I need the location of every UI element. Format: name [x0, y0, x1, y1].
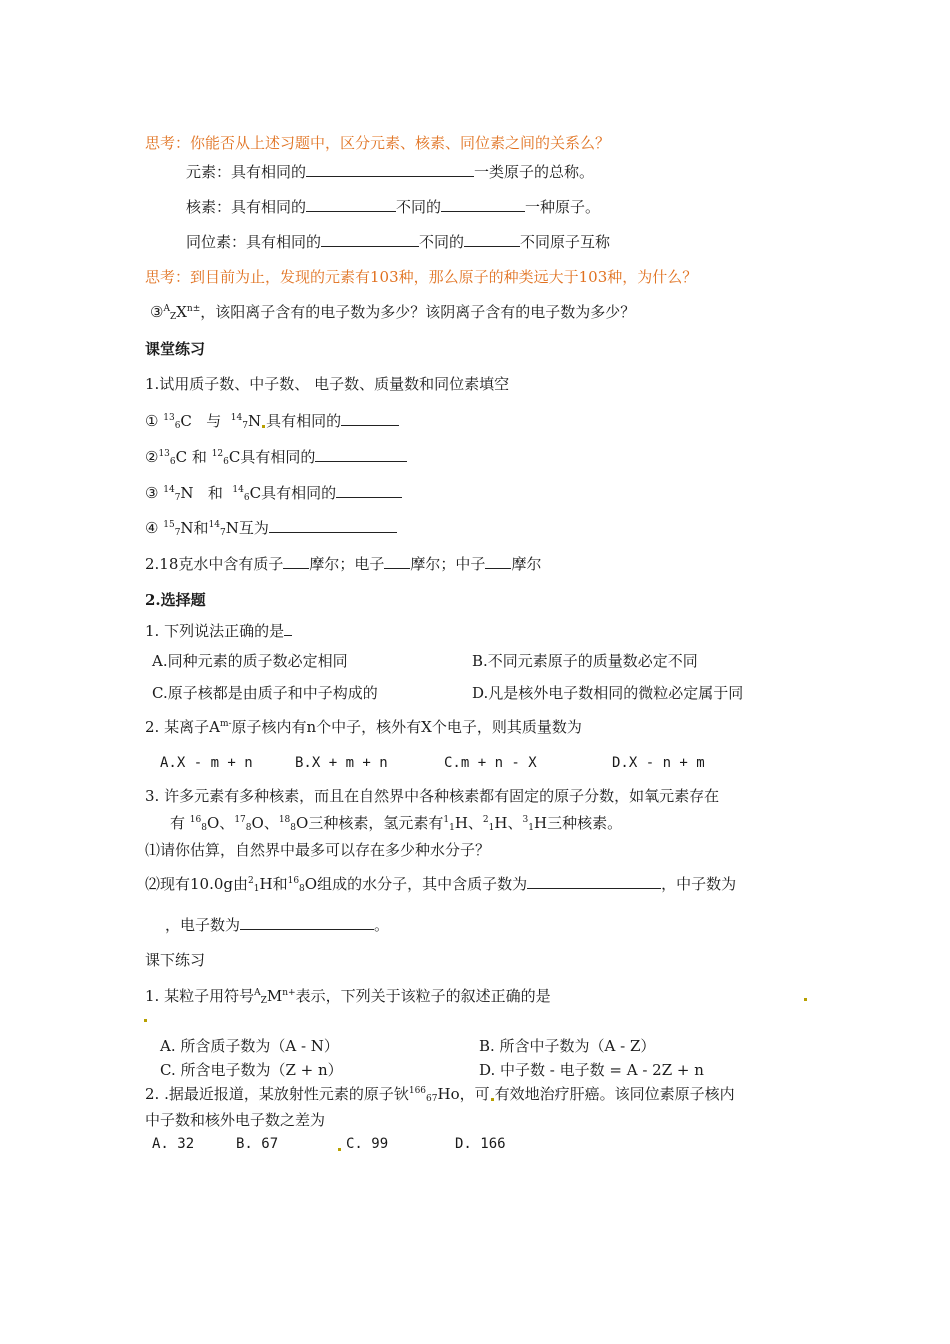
stray-mark — [338, 1148, 341, 1151]
fill-blank[interactable] — [284, 620, 292, 636]
fill-blank[interactable] — [283, 553, 309, 569]
exercise-1-item-4: ④ $^{15}_7$N和$^{14}_7$N互为 — [145, 517, 397, 538]
think-question-2: 思考：到目前为止，发现的元素有103种，那么原子的种类远大于103种，为什么？ — [145, 268, 698, 286]
fill-blank[interactable] — [321, 231, 419, 247]
homework-2-option-b[interactable]: B. 67 — [236, 1136, 279, 1152]
fill-blank[interactable] — [384, 553, 410, 569]
stray-mark — [804, 998, 807, 1001]
choice-3-line-1: 3. 许多元素有多种核素，而且在自然界中各种核素都有固定的原子分数，如氧元素存在 — [145, 787, 720, 805]
think-question-1: 思考：你能否从上述习题中，区分元素、核素、同位素之间的关系么？ — [145, 134, 611, 152]
fill-blank[interactable] — [306, 196, 396, 212]
choice-2-option-b[interactable]: B.X + m + n — [295, 755, 388, 771]
homework-1-option-a[interactable]: A. 所含质子数为（A - N） — [160, 1037, 339, 1055]
exercise-1-item-2: ②$^{13}_6$C 和 $^{12}_6$C具有相同的 — [145, 446, 407, 467]
homework-2-option-d[interactable]: D. 166 — [455, 1136, 506, 1152]
choice-1-option-c[interactable]: C.原子核都是由质子和中子构成的 — [152, 684, 378, 702]
homework-2-line-2: 中子数和核外电子数之差为 — [145, 1111, 326, 1129]
choice-3-part-1: ⑴请你估算，自然界中最多可以存在多少种水分子？ — [145, 841, 491, 859]
fill-blank[interactable] — [485, 553, 511, 569]
fill-blank[interactable] — [240, 914, 374, 930]
homework-1-option-b[interactable]: B. 所含中子数为（A - Z） — [479, 1037, 656, 1055]
fill-blank[interactable] — [464, 231, 520, 247]
choice-1-option-a[interactable]: A.同种元素的质子数必定相同 — [152, 652, 348, 670]
exercise-1-item-3: ③ $^{14}_7$N 和 $^{14}_6$C具有相同的 — [145, 482, 402, 503]
choice-2-option-c[interactable]: C.m + n - X — [444, 755, 537, 771]
choice-1-option-d[interactable]: D.凡是核外电子数相同的微粒必定属于同 — [472, 684, 744, 702]
exercise-2: 2.18克水中含有质子 摩尔；电子 摩尔；中子 摩尔 — [145, 555, 542, 573]
ion-electron-question: $③^A_ZX^{n\pm}$，该阳离子含有的电子数为多少？该阴离子含有的电子数为多少？ — [150, 303, 636, 322]
element-definition: 元素：具有相同的 一类原子的总称。 — [186, 163, 595, 181]
homework-1-option-d[interactable]: D. 中子数 - 电子数 = A - 2Z + n — [479, 1061, 704, 1079]
stray-mark — [144, 1019, 147, 1022]
nuclide-symbol: $^A_ZX^{n\pm}$ — [163, 303, 201, 322]
section-heading-choice: 2.选择题 — [145, 591, 206, 609]
homework-2-option-a[interactable]: A. 32 — [152, 1136, 195, 1152]
homework-1-question: 1. 某粒子用符号$^A_ZM^{n+}$表示，下列关于该粒子的叙述正确的是 — [145, 987, 551, 1006]
isotope-definition: 同位素：具有相同的 不同的 不同原子互称 — [186, 233, 611, 251]
homework-2-line-1: 2. .据最近报道，某放射性元素的原子钬$^{166}_{67}$Ho，可 有效地治疗肝癌。该同位素原子核内 — [145, 1085, 735, 1104]
section-heading-after-class: 课下练习 — [145, 951, 206, 969]
homework-2-option-c[interactable]: C. 99 — [346, 1136, 389, 1152]
exercise-1-title: 1.试用质子数、中子数、 电子数、质量数和同位素填空 — [145, 375, 510, 393]
choice-3-part-2: ⑵现有10.0g由$^2_1$H和$^{16}_8$O组成的水分子，其中含质子数为 ，中子数为 — [145, 875, 737, 894]
fill-blank[interactable] — [441, 196, 525, 212]
choice-3-line-2: 有 $^{16}_8$O、$^{17}_8$O、$^{18}_8$O三种核素，氢元素有$^1_1$H、$^2_1$H、$^3_1$H三种核素。 — [170, 814, 623, 833]
fill-blank[interactable] — [306, 161, 474, 177]
choice-3-part-3: ，电子数为 。 — [165, 916, 390, 934]
nuclide-definition: 核素：具有相同的 不同的 一种原子。 — [186, 198, 601, 216]
fill-blank[interactable] — [336, 482, 402, 498]
choice-1-question: 1. 下列说法正确的是 — [145, 620, 292, 641]
fill-blank[interactable] — [269, 517, 397, 533]
fill-blank[interactable] — [341, 410, 399, 426]
choice-2-question: 2. 某离子$A^{m-}$原子核内有n个中子，核外有X个电子，则其质量数为 — [145, 718, 582, 736]
exercise-1-item-1: ① $^{13}_6$C 与 $^{14}_7$N 具有相同的 — [145, 410, 399, 431]
homework-1-option-c[interactable]: C. 所含电子数为（Z + n） — [160, 1061, 343, 1079]
fill-blank[interactable] — [315, 446, 407, 462]
fill-blank[interactable] — [527, 873, 661, 889]
choice-2-option-a[interactable]: A.X - m + n — [160, 755, 253, 771]
choice-2-option-d[interactable]: D.X - n + m — [612, 755, 705, 771]
choice-1-option-b[interactable]: B.不同元素原子的质量数必定不同 — [472, 652, 698, 670]
section-heading-class-practice: 课堂练习 — [145, 340, 206, 358]
